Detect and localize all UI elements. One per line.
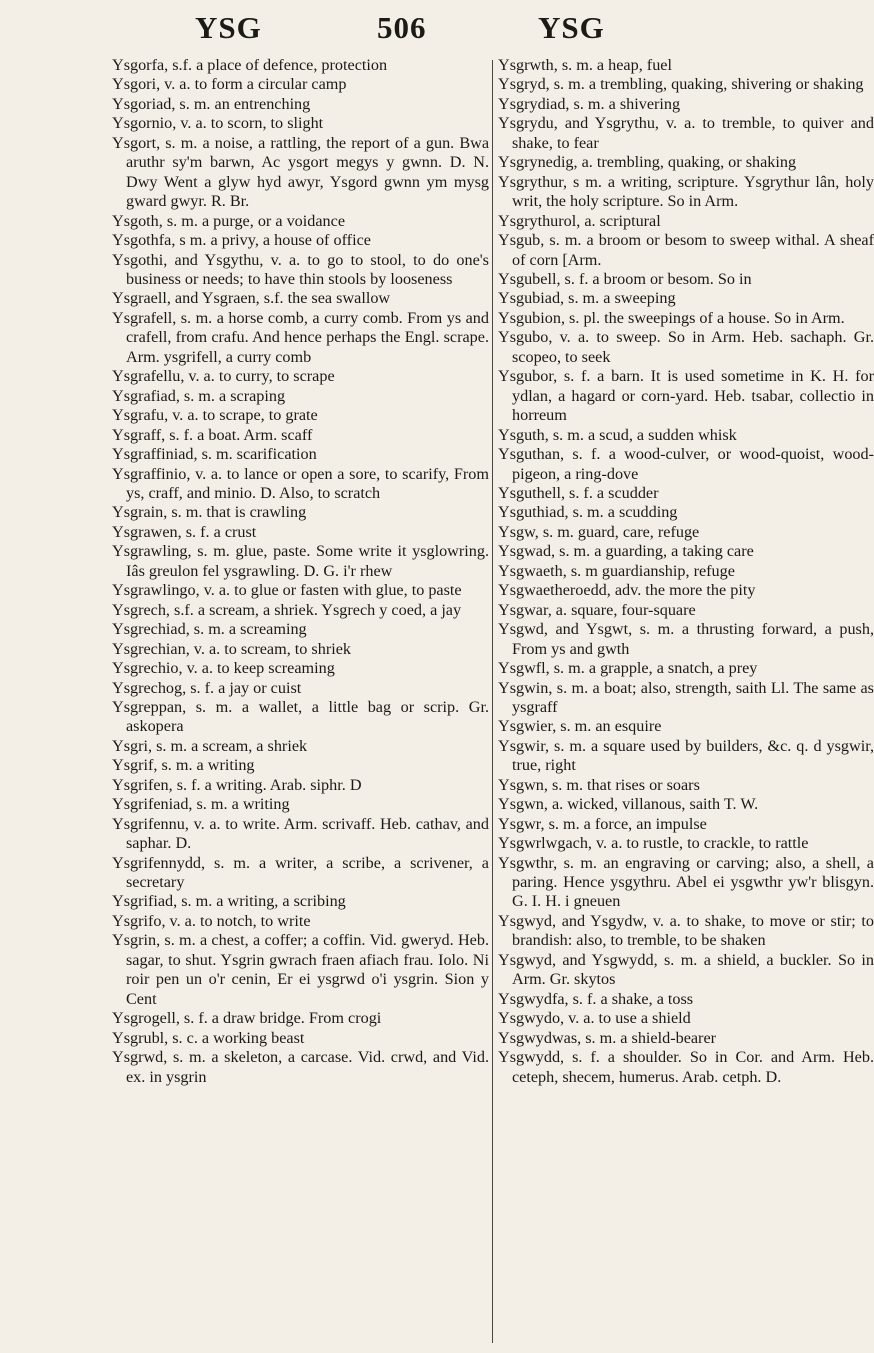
dictionary-entry: Ysgwydwas, s. m. a shield-bearer bbox=[498, 1028, 717, 1047]
dictionary-entry: Ysgrafiad, s. m. a scraping bbox=[112, 386, 286, 405]
dictionary-entry: Ysgrythur, s m. a writing, scripture. Ysgrythur lân, holy writ, the holy scripture. So in Arm. bbox=[498, 172, 874, 211]
dictionary-entry: Ysgraffinio, v. a. to lance or open a sore, to scarify, From ys, craff, and minio. D. Also, to scratch bbox=[112, 464, 489, 502]
dictionary-entry: Ysgrogell, s. f. a draw bridge. From crogi bbox=[112, 1009, 382, 1028]
running-header bbox=[0, 10, 800, 50]
dictionary-entry: Ysgwyd, and Ysgydw, v. a. to shake, to move or stir; to brandish: also, to tremble, to be shaken bbox=[498, 911, 874, 950]
dictionary-entry: Ysgrafell, s. m. a horse comb, a curry comb. From ys and crafell, from crafu. And hence perhaps the Engl. scrape. Arm. ysgrifell, a curry comb bbox=[112, 308, 489, 366]
header-guide-word-left: YSG bbox=[195, 10, 262, 45]
dictionary-entry: Ysgwir, s. m. a square used by builders, &c. q. d ysgwir, true, right bbox=[498, 736, 874, 775]
dictionary-entry: Ysgrech, s.f. a scream, a shriek. Ysgrech y coed, a jay bbox=[112, 600, 462, 619]
dictionary-entry: Ysgwar, a. square, four-square bbox=[498, 600, 696, 619]
dictionary-entry: Ysgornio, v. a. to scorn, to slight bbox=[112, 114, 324, 133]
dictionary-entry: Ysgrin, s. m. a chest, a coffer; a coffin. Vid. gweryd. Heb. sagar, to shut. Ysgrin gwrach fraen afiach frau. Iolo. Ni roir pen un o'r cenin, Er ei ysgrwd o'i ysgrin. Sion y Cent bbox=[112, 931, 489, 1008]
dictionary-entry: Ysgrafellu, v. a. to curry, to scrape bbox=[112, 367, 335, 386]
dictionary-entry: Ysgrif, s. m. a writing bbox=[112, 756, 255, 775]
dictionary-entry: Ysgrifennydd, s. m. a writer, a scribe, a scrivener, a secretary bbox=[112, 853, 489, 892]
dictionary-entry: Ysgrythurol, a. scriptural bbox=[498, 211, 661, 230]
dictionary-entry: Ysgrwth, s. m. a heap, fuel bbox=[498, 56, 672, 74]
dictionary-entry: Ysgwier, s. m. an esquire bbox=[498, 717, 662, 736]
dictionary-entry: Ysguthell, s. f. a scudder bbox=[498, 483, 659, 502]
dictionary-entry: Ysgoth, s. m. a purge, or a voidance bbox=[112, 211, 346, 230]
column-divider bbox=[492, 60, 493, 1343]
dictionary-entry: Ysgrechog, s. f. a jay or cuist bbox=[112, 678, 302, 697]
dictionary-entry: Ysgraell, and Ysgraen, s.f. the sea swallow bbox=[112, 289, 391, 308]
dictionary-entry: Ysgwthr, s. m. an engraving or carving; also, a shell, a paring. Hence ysgythru. Abel ei ysgwthr yw'r blisgyn. G. I. H. i gneuen bbox=[498, 853, 874, 911]
dictionary-entry: Ysgrydiad, s. m. a shivering bbox=[498, 94, 681, 113]
dictionary-entry: Ysgwyd, and Ysgwydd, s. m. a shield, a buckler. So in Arm. Gr. skytos bbox=[498, 950, 874, 989]
dictionary-entry: Ysgwaeth, s. m guardianship, refuge bbox=[498, 561, 735, 580]
dictionary-entry: Ysgwaetheroedd, adv. the more the pity bbox=[498, 581, 756, 600]
dictionary-entry: Ysgrubl, s. c. a working beast bbox=[112, 1028, 305, 1047]
dictionary-entry: Ysgrifiad, s. m. a writing, a scribing bbox=[112, 892, 346, 911]
dictionary-entry: Ysgubell, s. f. a broom or besom. So in bbox=[498, 269, 752, 288]
dictionary-entry: Ysgorfa, s.f. a place of defence, protection bbox=[112, 56, 388, 74]
dictionary-entry: Ysgubiad, s. m. a sweeping bbox=[498, 289, 676, 308]
dictionary-entry: Ysgrechian, v. a. to scream, to shriek bbox=[112, 639, 351, 658]
dictionary-entry: Ysgrydu, and Ysgrythu, v. a. to tremble, to quiver and shake, to fear bbox=[498, 114, 874, 152]
dictionary-entry: Ysgrawlingo, v. a. to glue or fasten with glue, to paste bbox=[112, 581, 462, 600]
dictionary-entry: Ysgwn, s. m. that rises or soars bbox=[498, 775, 700, 794]
dictionary-entry: Ysgrawen, s. f. a crust bbox=[112, 522, 257, 541]
dictionary-entry: Ysgrain, s. m. that is crawling bbox=[112, 503, 307, 522]
dictionary-entry: Ysgwin, s. m. a boat; also, strength, saith Ll. The same as ysgraff bbox=[498, 678, 874, 716]
dictionary-entry: Ysgori, v. a. to form a circular camp bbox=[112, 75, 347, 94]
dictionary-entry: Ysgubor, s. f. a barn. It is used sometime in K. H. for ydlan, a hagard or corn-yard. Heb. tsabar, collectio in horreum bbox=[498, 367, 874, 425]
dictionary-entry: Ysgwad, s. m. a guarding, a taking care bbox=[498, 542, 754, 561]
left-column bbox=[112, 56, 489, 1087]
dictionary-entry: Ysgothi, and Ysgythu, v. a. to go to stool, to do one's business or needs; to have thin stools by looseness bbox=[112, 250, 489, 288]
dictionary-entry: Ysgwydd, s. f. a shoulder. So in Cor. and Arm. Heb. ceteph, shecem, humerus. Arab. cetph. D. bbox=[498, 1048, 874, 1086]
dictionary-entry: Ysgwrlwgach, v. a. to rustle, to crackle, to rattle bbox=[498, 834, 809, 853]
dictionary-entry: Ysgwn, a. wicked, villanous, saith T. W. bbox=[498, 795, 759, 814]
dictionary-entry: Ysgrwd, s. m. a skeleton, a carcase. Vid. crwd, and Vid. ex. in ysgrin bbox=[112, 1048, 489, 1086]
dictionary-entry: Ysgraff, s. f. a boat. Arm. scaff bbox=[112, 425, 313, 444]
dictionary-entry: Ysgrechiad, s. m. a screaming bbox=[112, 620, 307, 639]
header-guide-word-right: YSG bbox=[538, 10, 605, 45]
dictionary-entry: Ysguthiad, s. m. a scudding bbox=[498, 503, 678, 522]
dictionary-entry: Ysgw, s. m. guard, care, refuge bbox=[498, 522, 700, 541]
dictionary-entry: Ysgryd, s. m. a trembling, quaking, shivering or shaking bbox=[498, 75, 864, 94]
dictionary-entry: Ysgubo, v. a. to sweep. So in Arm. Heb. sachaph. Gr. scopeo, to seek bbox=[498, 328, 874, 366]
dictionary-entry: Ysgothfa, s m. a privy, a house of office bbox=[112, 231, 371, 250]
dictionary-entry: Ysgrifeniad, s. m. a writing bbox=[112, 795, 290, 814]
dictionary-entry: Ysgwydfa, s. f. a shake, a toss bbox=[498, 989, 694, 1008]
dictionary-entry: Ysgrifo, v. a. to notch, to write bbox=[112, 911, 311, 930]
dictionary-entry: Ysgwydo, v. a. to use a shield bbox=[498, 1009, 691, 1028]
dictionary-entry: Ysgraffiniad, s. m. scarification bbox=[112, 445, 317, 464]
dictionary-entry: Ysgort, s. m. a noise, a rattling, the report of a gun. Bwa aruthr sy'm barwn, Ac ysgort megys y gwnn. D. N. Dwy Went a glyw hyd awyr, Ysgord gwnn ym mysg gward gwyr. R. Br. bbox=[112, 133, 489, 211]
dictionary-entry: Ysgrynedig, a. trembling, quaking, or shaking bbox=[498, 153, 797, 172]
dictionary-entry: Ysgoriad, s. m. an entrenching bbox=[112, 94, 311, 113]
dictionary-entry: Ysgwfl, s. m. a grapple, a snatch, a prey bbox=[498, 659, 758, 678]
dictionary-entry: Ysgwr, s. m. a force, an impulse bbox=[498, 814, 707, 833]
right-column bbox=[498, 56, 874, 1087]
dictionary-entry: Ysgrifen, s. f. a writing. Arab. siphr. D bbox=[112, 775, 362, 794]
dictionary-entry: Ysgreppan, s. m. a wallet, a little bag or scrip. Gr. askopera bbox=[112, 697, 489, 736]
dictionary-entry: Ysgwd, and Ysgwt, s. m. a thrusting forward, a push, From ys and gwth bbox=[498, 620, 874, 658]
dictionary-entry: Ysgri, s. m. a scream, a shriek bbox=[112, 736, 308, 755]
dictionary-entry: Ysgrechio, v. a. to keep screaming bbox=[112, 659, 335, 678]
dictionary-entry: Ysgrawling, s. m. glue, paste. Some write it ysglowring. Iâs greulon fel ysgrawling. D. G. i'r rhew bbox=[112, 542, 489, 580]
dictionary-entry: Ysgrifennu, v. a. to write. Arm. scrivaff. Heb. cathav, and saphar. D. bbox=[112, 814, 489, 853]
dictionary-entry: Ysgub, s. m. a broom or besom to sweep withal. A sheaf of corn [Arm. bbox=[498, 231, 874, 269]
dictionary-entry: Ysguthan, s. f. a wood-culver, or wood-quoist, wood-pigeon, a ring-dove bbox=[498, 445, 874, 483]
dictionary-entry: Ysgubion, s. pl. the sweepings of a house. So in Arm. bbox=[498, 308, 845, 327]
page-number: 506 bbox=[377, 10, 427, 45]
dictionary-entry: Ysgrafu, v. a. to scrape, to grate bbox=[112, 406, 318, 425]
dictionary-entry: Ysguth, s. m. a scud, a sudden whisk bbox=[498, 425, 737, 444]
